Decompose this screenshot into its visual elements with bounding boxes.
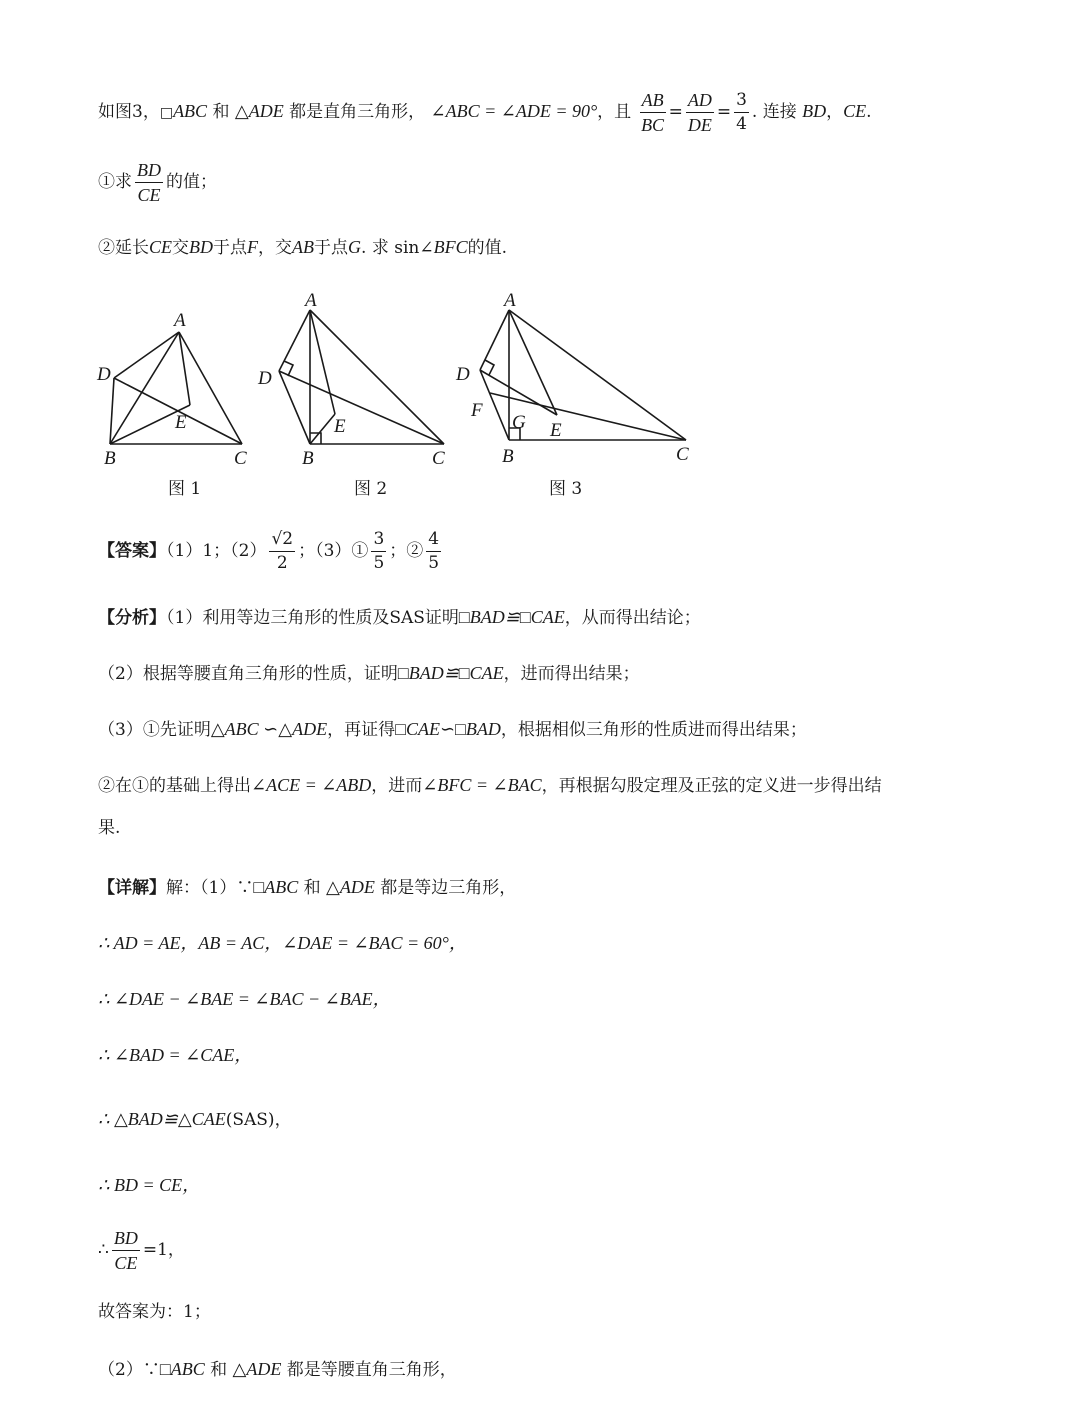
q2-text: 交	[172, 238, 190, 258]
angle-equation: ∠ABC = ∠ADE = 90°	[430, 101, 598, 122]
answer-text: （1）1；（2）	[166, 541, 267, 562]
period: .	[866, 102, 872, 123]
detail-math: △ADE	[326, 877, 375, 897]
fraction-sqrt2-2	[269, 530, 295, 573]
fig1-label-e: E	[175, 412, 187, 433]
detail-line-4: ∴ ∠BAD = ∠CAE，	[98, 1045, 253, 1065]
fig3-label-d: D	[456, 364, 470, 385]
fig3-label-e: E	[550, 420, 562, 441]
fraction-denominator: 5	[428, 552, 440, 573]
q2-text: 于点	[314, 238, 349, 258]
q2-text: ②延长	[98, 238, 149, 258]
analysis-math: △ABC ∽△ADE	[210, 719, 328, 739]
fig2-label-c: C	[432, 448, 445, 469]
fig3-label-b: B	[502, 446, 514, 467]
detail-text: 和	[303, 878, 321, 898]
fraction-denominator: 2	[276, 552, 288, 573]
analysis-math: □BAD≌□CAE	[458, 607, 565, 627]
triangle-ade: △ADE	[234, 101, 284, 122]
equals-sign: =	[668, 102, 683, 123]
figure-3	[455, 290, 689, 499]
triangle-box-symbol: □	[159, 105, 174, 122]
fraction-numerator: 4	[426, 530, 441, 552]
fig2-label-e: E	[334, 416, 346, 437]
segment-ab: AB	[292, 237, 315, 257]
answer-line	[98, 530, 444, 573]
analysis-text: ，再证得	[327, 720, 396, 740]
segment-bd: BD	[189, 237, 214, 257]
point-g: G	[348, 237, 362, 257]
analysis-text: ，根据相似三角形的性质进而得出结果；	[500, 720, 807, 740]
fraction-numerator: AB	[640, 90, 666, 113]
detail-line-1	[98, 878, 516, 897]
segment-bd: BD	[802, 101, 827, 122]
segment-ce: CE	[149, 237, 173, 257]
detail-line-6: ∴ BD = CE，	[98, 1175, 201, 1195]
analysis-math: □BAD≌□CAE	[397, 663, 504, 683]
fraction-denominator: DE	[687, 114, 712, 135]
analysis-tag: 【分析】	[98, 608, 166, 628]
fig3-label-a: A	[504, 290, 516, 311]
fraction-numerator: BD	[112, 1228, 140, 1251]
figure-1	[96, 310, 247, 499]
question-2	[98, 238, 507, 257]
detail-line-9	[98, 1360, 457, 1379]
q2-text: . 求 sin∠	[361, 238, 434, 258]
detail-tag: 【详解】	[98, 878, 166, 898]
fig3-label-g: G	[512, 412, 526, 433]
detail-math: □ABC	[253, 877, 299, 897]
fig1-label-c: C	[234, 448, 247, 469]
fraction-3-4	[734, 91, 749, 134]
analysis-line-4	[98, 776, 882, 795]
therefore-symbol: ∴	[98, 1240, 109, 1261]
analysis-text: ，从而得出结论；	[564, 608, 701, 628]
analysis-text: （3）①先证明	[98, 720, 211, 740]
analysis-text: ，进而得出结果；	[503, 664, 640, 684]
fig1-label-d: D	[97, 364, 111, 385]
fraction-bd-ce	[135, 160, 163, 205]
comma: ，	[826, 102, 844, 123]
fraction-numerator: 3	[734, 91, 749, 113]
analysis-text: （1）利用等边三角形的性质及SAS证明	[166, 608, 459, 628]
detail-text: （2）∵	[98, 1360, 160, 1380]
fraction-numerator: √2	[269, 530, 295, 552]
problem-intro: 如图3，	[98, 102, 160, 123]
connect-text: . 连接	[751, 102, 797, 123]
detail-text: 和	[210, 1360, 228, 1380]
fraction-numerator: 3	[371, 530, 386, 552]
detail-line-8: 故答案为：1；	[98, 1302, 211, 1322]
analysis-math: ∠BFC = ∠BAC	[422, 775, 542, 795]
fraction-denominator: 4	[736, 113, 747, 134]
point-f: F	[247, 237, 259, 257]
fig2-label-a: A	[305, 290, 317, 311]
analysis-text: ，进而	[371, 776, 423, 796]
analysis-text: ②在①的基础上得出	[98, 776, 251, 796]
equals-sign: =	[716, 102, 732, 123]
fraction-4-5	[426, 530, 441, 573]
answer-text: ；②	[389, 541, 424, 562]
detail-text: 都是等腰直角三角形，	[286, 1360, 457, 1380]
detail-text: ，	[274, 1110, 292, 1130]
q2-text: 的值.	[467, 238, 507, 258]
detail-line-3: ∴ ∠DAE − ∠BAE = ∠BAC − ∠BAE，	[98, 989, 391, 1009]
detail-line-7	[98, 1228, 185, 1273]
analysis-line-2	[98, 664, 640, 683]
question-1	[98, 160, 217, 205]
triangle-abc: ABC	[173, 101, 208, 122]
fig1-label-b: B	[104, 448, 116, 469]
fraction-ab-bc	[640, 90, 666, 135]
problem-statement	[98, 90, 872, 135]
fig2-caption: 图 2	[354, 479, 388, 499]
fraction-denominator: CE	[137, 184, 161, 205]
word-and: 和	[212, 102, 230, 123]
both-right-text: 都是直角三角形，	[289, 102, 426, 123]
q2-text: 于点	[213, 238, 248, 258]
fraction-numerator: BD	[135, 160, 163, 183]
detail-math: △ADE	[232, 1359, 282, 1379]
fig3-label-f: F	[471, 400, 483, 421]
analysis-math: □CAE∽□BAD	[395, 719, 501, 739]
fig1-label-a: A	[174, 310, 186, 331]
analysis-text: ，再根据勾股定理及正弦的定义进一步得出结	[541, 776, 882, 796]
fraction-denominator: 5	[373, 552, 385, 573]
fig3-label-c: C	[676, 444, 689, 465]
fraction-bd-ce	[112, 1228, 140, 1273]
detail-math: (SAS)	[225, 1110, 275, 1130]
detail-text: =1，	[142, 1240, 185, 1261]
analysis-line-3	[98, 720, 807, 739]
analysis-text: （2）根据等腰直角三角形的性质，证明	[98, 664, 398, 684]
fig3-caption: 图 3	[549, 479, 583, 499]
figure-2	[257, 290, 445, 499]
answer-tag: 【答案】	[98, 541, 166, 562]
detail-line-2: ∴ AD = AE，AB = AC，∠DAE = ∠BAC = 60°，	[98, 933, 467, 953]
q1-prefix: ①求	[98, 172, 132, 193]
detail-text: 解：（1）∵	[166, 878, 254, 898]
detail-math: ∴ △BAD≌△CAE	[98, 1109, 226, 1129]
fraction-3-5	[371, 530, 386, 573]
fig1-caption: 图 1	[168, 479, 202, 499]
detail-text: 都是等边三角形，	[380, 878, 517, 898]
detail-line-5	[98, 1110, 292, 1129]
q1-suffix: 的值；	[166, 172, 217, 193]
fig2-label-b: B	[302, 448, 314, 469]
analysis-line-5	[98, 820, 120, 837]
word-and-so: ，且	[597, 102, 632, 123]
analysis-math: ∠ACE = ∠ABD	[251, 775, 372, 795]
q2-text: ，交	[258, 238, 293, 258]
fraction-ad-de	[686, 90, 714, 135]
detail-math: □ABC	[159, 1359, 205, 1379]
analysis-text: 果.	[98, 818, 121, 838]
angle-bfc: BFC	[433, 237, 468, 257]
segment-ce: CE	[843, 101, 867, 122]
answer-text: ；（3）①	[298, 541, 369, 562]
fraction-denominator: BC	[641, 114, 665, 135]
fig2-label-d: D	[258, 368, 272, 389]
fraction-denominator: CE	[114, 1252, 138, 1273]
geometry-figures	[0, 280, 1080, 520]
fraction-numerator: AD	[686, 90, 714, 113]
analysis-line-1	[98, 608, 701, 627]
